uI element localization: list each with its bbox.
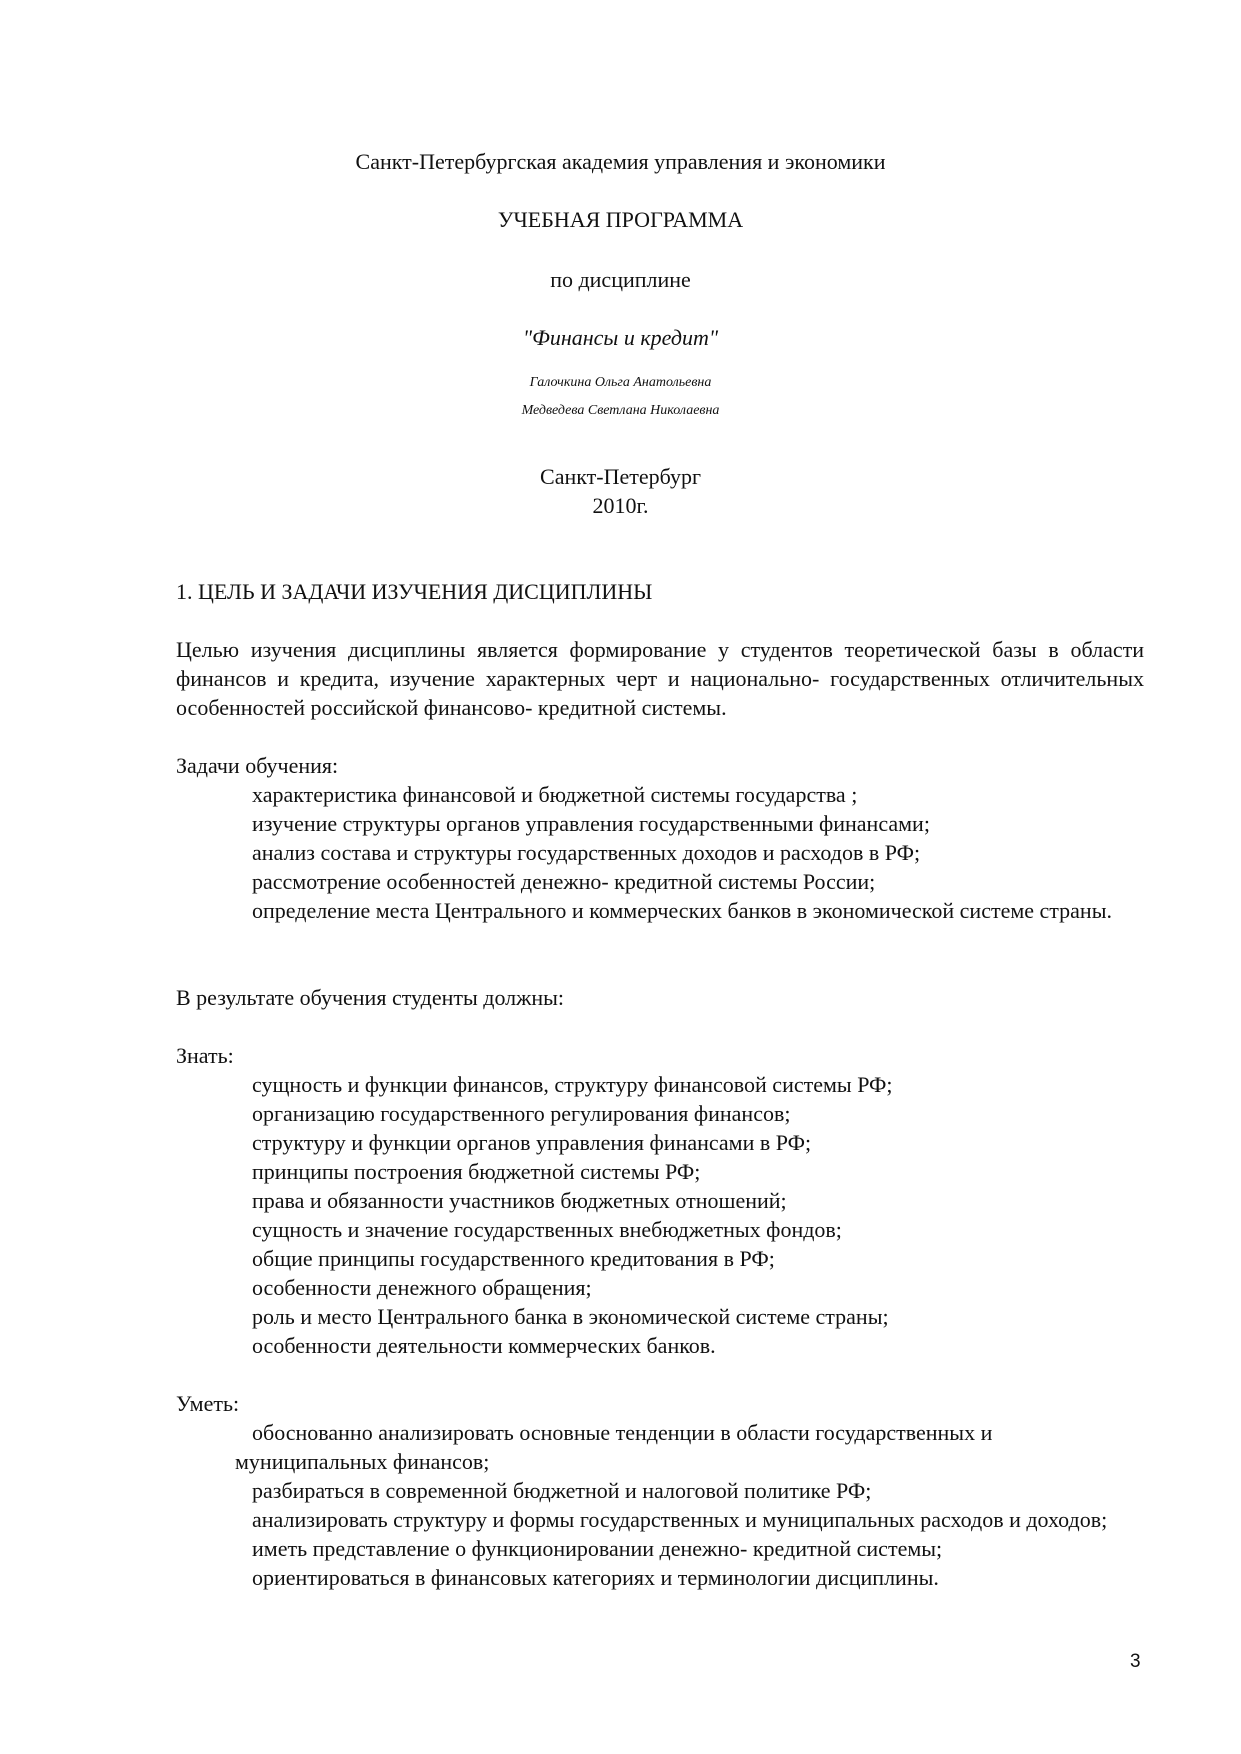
results-label: В результате обучения студенты должны:: [176, 985, 565, 1010]
city: Санкт-Петербург: [540, 464, 701, 489]
know-list: [176, 1070, 1144, 1360]
know-label: Знать:: [176, 1043, 234, 1068]
page-number: 3: [1130, 1651, 1141, 1672]
can-list: [176, 1418, 1144, 1592]
list-item: изучение структуры органов управления государственными финансами;: [252, 811, 930, 836]
list-item: анализировать структуру и формы государственных и муниципальных расходов и доходов;: [252, 1507, 1108, 1532]
list-item: особенности денежного обращения;: [252, 1275, 592, 1300]
year: 2010г.: [592, 493, 649, 518]
can-label: Уметь:: [176, 1391, 240, 1416]
list-item: особенности деятельности коммерческих банков.: [252, 1333, 716, 1358]
list-item: организацию государственного регулирования финансов;: [252, 1101, 791, 1126]
discipline-prefix: по дисциплине: [550, 267, 691, 292]
author-2: Медведева Светлана Николаевна: [521, 403, 720, 418]
tasks-list: [176, 780, 1144, 925]
list-item: сущность и значение государственных внебюджетных фондов;: [252, 1217, 842, 1242]
tasks-label: Задачи обучения:: [176, 753, 339, 778]
list-item: иметь представление о функционировании денежно- кредитной системы;: [252, 1536, 943, 1561]
list-item: ориентироваться в финансовых категориях и терминологии дисциплины.: [252, 1565, 939, 1590]
author-1: Галочкина Ольга Анатольевна: [529, 375, 712, 390]
goal-paragraph: Целью изучения дисциплины является формирование у студентов теоретической базы в области финансов и кредита, изучение характерных черт и национально- государственных отличительных особенностей российской финансово- кредитной системы.: [176, 637, 1144, 720]
list-item: принципы построения бюджетной системы РФ;: [252, 1159, 701, 1184]
list-item: характеристика финансовой и бюджетной системы государства ;: [252, 782, 858, 807]
list-item: общие принципы государственного кредитования в РФ;: [252, 1246, 775, 1271]
list-item: сущность и функции финансов, структуру финансовой системы РФ;: [252, 1072, 893, 1097]
document-type: УЧЕБНАЯ ПРОГРАММА: [497, 207, 744, 232]
list-item: роль и место Центрального банка в экономической системе страны;: [252, 1304, 889, 1329]
academy-name: Санкт-Петербургская академия управления и экономики: [355, 149, 886, 174]
list-item: права и обязанности участников бюджетных отношений;: [252, 1188, 787, 1213]
list-item: разбираться в современной бюджетной и налоговой политике РФ;: [252, 1478, 872, 1503]
list-item: обоснованно анализировать основные тенденции в области государственных и муниципальных финансов;: [235, 1420, 993, 1474]
list-item: анализ состава и структуры государственных доходов и расходов в РФ;: [252, 840, 921, 865]
list-item: рассмотрение особенностей денежно- кредитной системы России;: [252, 869, 876, 894]
discipline-name: "Финансы и кредит": [522, 325, 719, 350]
list-item: структуру и функции органов управления финансами в РФ;: [252, 1130, 812, 1155]
list-item: определение места Центрального и коммерческих банков в экономической системе страны.: [252, 898, 1112, 923]
section-title: 1. ЦЕЛЬ И ЗАДАЧИ ИЗУЧЕНИЯ ДИСЦИПЛИНЫ: [176, 579, 653, 604]
